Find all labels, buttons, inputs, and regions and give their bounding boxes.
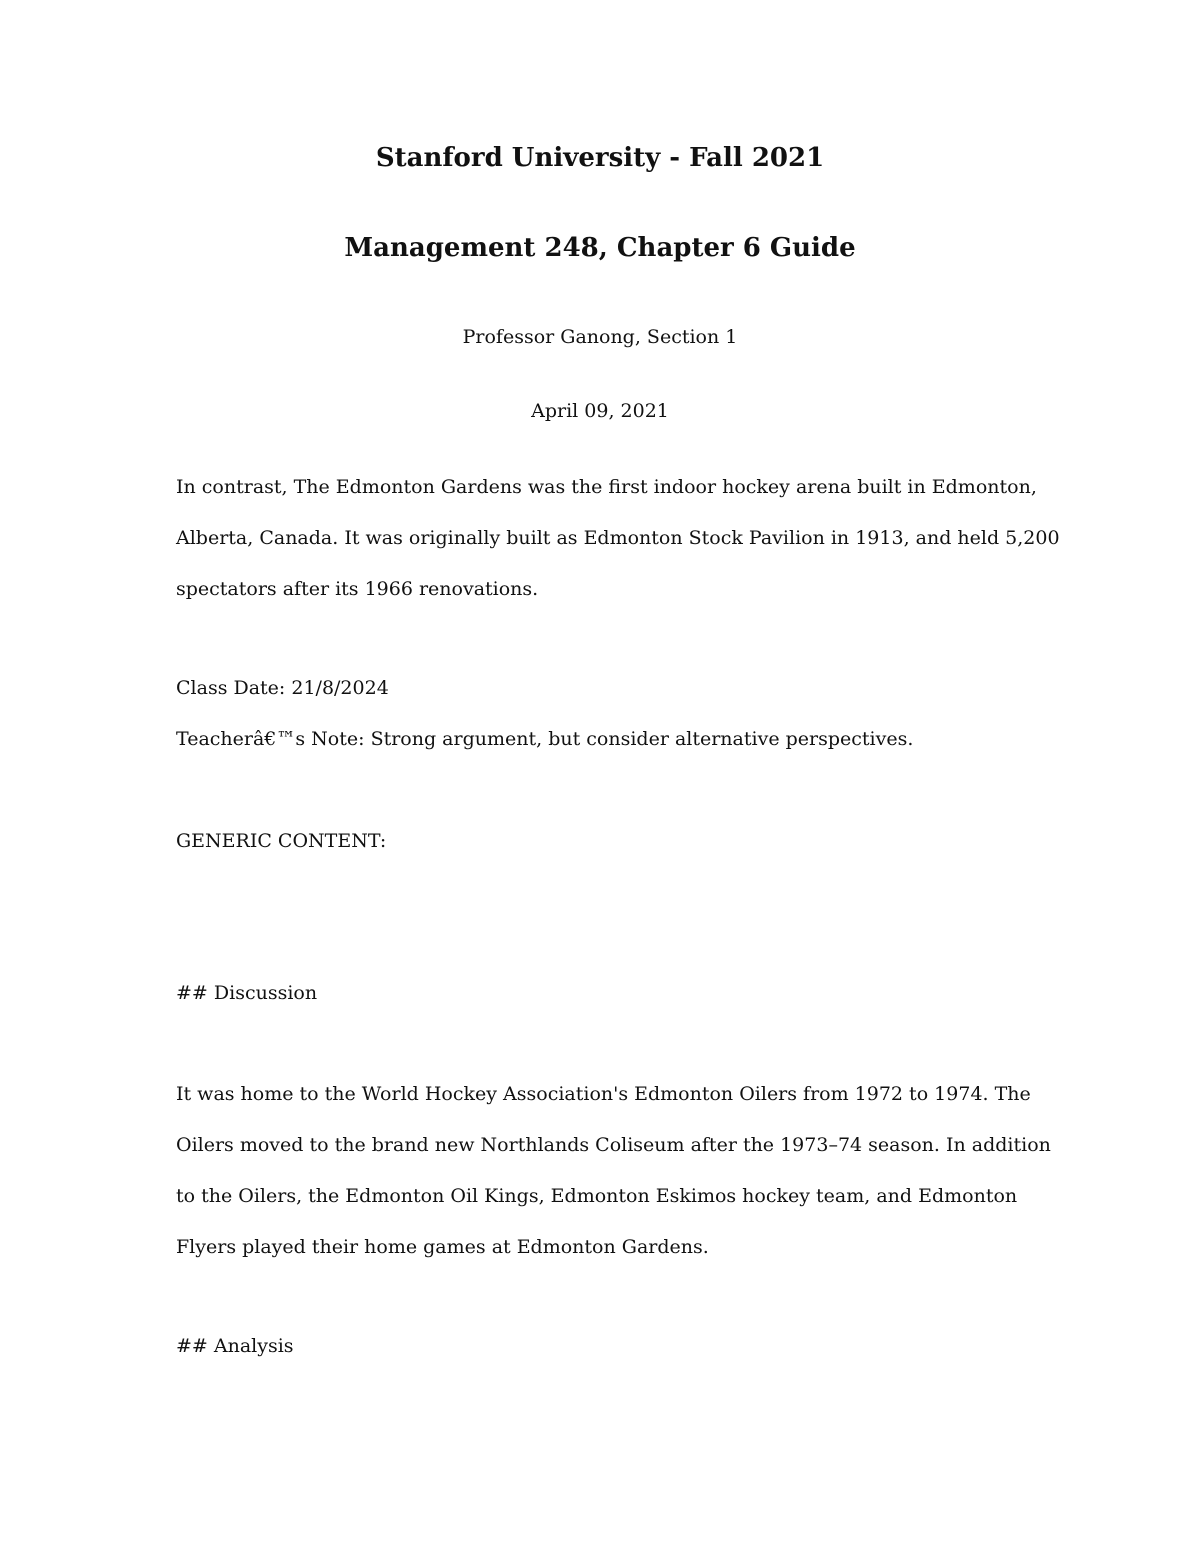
- discussion-paragraph: [176, 1082, 1051, 1286]
- paragraph-line: spectators after its 1966 renovations.: [176, 578, 539, 600]
- analysis-heading: ## Analysis: [176, 1335, 294, 1357]
- intro-paragraph: [176, 475, 1060, 628]
- institution-title: Stanford University - Fall 2021: [375, 143, 825, 173]
- paragraph-line: Oilers moved to the brand new Northlands Coliseum after the 1973–74 season. In addition: [176, 1134, 1051, 1156]
- document-date: April 09, 2021: [531, 400, 669, 422]
- paragraph-line: Alberta, Canada. It was originally built as Edmonton Stock Pavilion in 1913, and held 5,200: [176, 527, 1060, 549]
- paragraph-line: to the Oilers, the Edmonton Oil Kings, Edmonton Eskimos hockey team, and Edmonton: [176, 1185, 1018, 1207]
- paragraph-line: In contrast, The Edmonton Gardens was the first indoor hockey arena built in Edmonton,: [176, 476, 1037, 498]
- generic-content-label: GENERIC CONTENT:: [176, 830, 387, 852]
- teacher-note: Teacherâ€™s Note: Strong argument, but consider alternative perspectives.: [176, 728, 914, 750]
- class-date: Class Date: 21/8/2024: [176, 677, 389, 699]
- paragraph-line: It was home to the World Hockey Association's Edmonton Oilers from 1972 to 1974. The: [176, 1083, 1031, 1105]
- paragraph-line: Flyers played their home games at Edmonton Gardens.: [176, 1236, 709, 1258]
- course-title: Management 248, Chapter 6 Guide: [344, 233, 856, 263]
- professor-line: Professor Ganong, Section 1: [462, 326, 738, 348]
- discussion-heading: ## Discussion: [176, 982, 318, 1004]
